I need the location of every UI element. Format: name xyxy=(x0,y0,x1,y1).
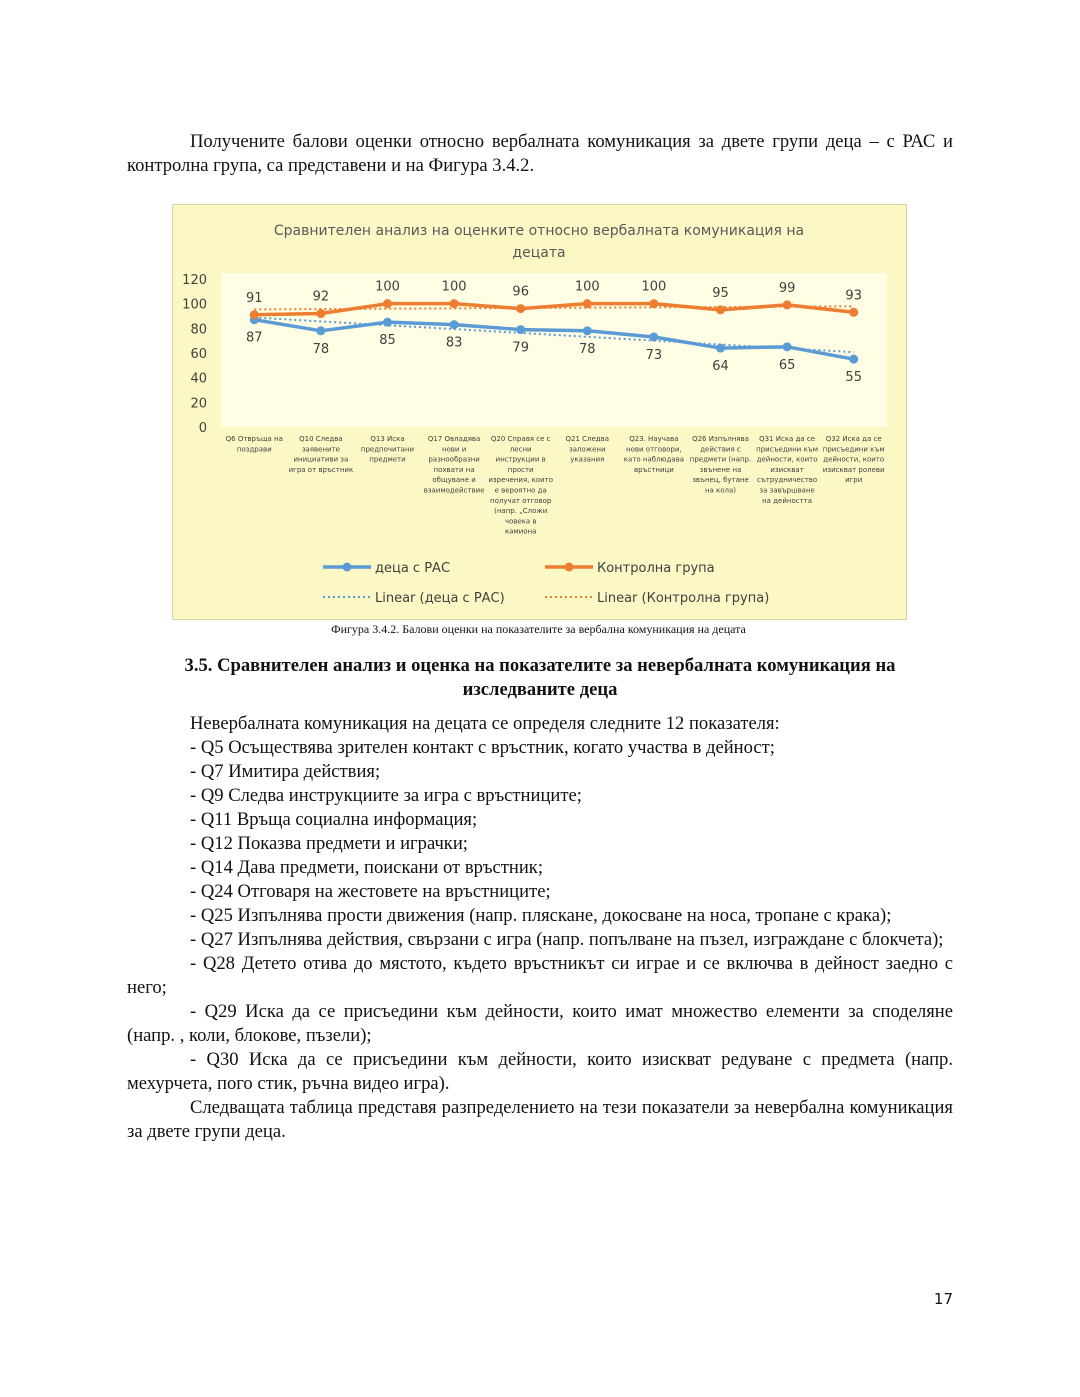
closing-paragraph: Следващата таблица представя разпределението на тези показатели за невербална комуникация за двете групи деца. xyxy=(127,1097,953,1142)
data-point xyxy=(383,318,392,327)
x-tick-label: действия с xyxy=(700,445,741,454)
data-point xyxy=(649,332,658,341)
y-tick-label: 40 xyxy=(190,371,207,387)
y-tick-label: 120 xyxy=(182,273,207,288)
legend-label: Контролна група xyxy=(597,561,715,576)
section-heading-line2: изследваните деца xyxy=(462,679,618,700)
x-tick-label: изречения, които xyxy=(488,476,554,485)
section-heading-line1: 3.5. Сравнителен анализ и оценка на показателите за невербалната комуникация на xyxy=(184,655,896,676)
x-tick-label: присъедини към xyxy=(756,445,819,454)
data-point xyxy=(450,320,459,329)
data-label: 92 xyxy=(312,289,330,305)
list-item: - Q12 Показва предмети и играчки; xyxy=(190,833,468,854)
data-label: 73 xyxy=(645,347,663,363)
list-intro: Невербалната комуникация на децата се определя следните 12 показателя: xyxy=(190,713,780,734)
data-label: 100 xyxy=(574,279,600,295)
x-tick-label: дейности, които xyxy=(756,455,818,464)
x-tick-label: лесни xyxy=(509,445,532,454)
x-tick-label: на кола) xyxy=(704,486,737,495)
data-point xyxy=(583,299,592,308)
data-label: 100 xyxy=(641,279,667,295)
x-tick-label: изискват ролеви xyxy=(822,465,885,474)
data-point xyxy=(516,325,525,334)
x-tick-label: инструкции в xyxy=(495,455,546,464)
x-tick-label: връстници xyxy=(633,465,674,474)
x-tick-label: като наблюдава xyxy=(623,455,685,464)
chart-title: децата xyxy=(512,245,566,261)
x-tick-label: е вероятно да xyxy=(494,486,547,495)
data-point xyxy=(849,355,858,364)
x-tick-label: заложени xyxy=(569,445,606,454)
x-tick-label: прости xyxy=(507,465,534,474)
x-tick-label: звънец, бутане xyxy=(692,476,749,485)
data-point xyxy=(516,304,525,313)
x-tick-label: получат отговор xyxy=(490,496,552,505)
data-label: 93 xyxy=(845,288,862,304)
x-tick-label: дейности, които xyxy=(823,455,885,464)
data-point xyxy=(383,299,392,308)
data-label: 95 xyxy=(712,285,729,301)
x-tick-label: поздрави xyxy=(236,445,272,454)
legend-label: Linear (Контролна група) xyxy=(597,591,770,606)
page-number: 17 xyxy=(933,1290,953,1308)
x-tick-label: (напр. „Сложи xyxy=(494,507,548,516)
x-tick-label: игра от връстник xyxy=(288,465,354,474)
list-item: - Q14 Дава предмети, поискани от връстник; xyxy=(190,857,543,878)
data-point xyxy=(250,310,259,319)
x-tick-label: Q20 Справя се с xyxy=(490,435,551,443)
y-tick-label: 60 xyxy=(190,347,207,362)
x-tick-label: присъедини към xyxy=(822,445,885,454)
x-tick-label: Q21 Следва xyxy=(565,435,610,443)
x-tick-label: похвати на xyxy=(433,465,475,474)
list-item: - Q5 Осъществява зрителен контакт с връстник, когато участва в дейност; xyxy=(190,737,775,758)
chart-title: Сравнителен анализ на оценките относно вербалната комуникация на xyxy=(273,223,805,239)
section-heading xyxy=(127,654,953,702)
list-item: - Q25 Изпълнява прости движения (напр. пляскане, докосване на носа, тропане с крака); xyxy=(190,905,892,926)
data-point xyxy=(450,299,459,308)
x-tick-label: сътрудничество xyxy=(756,476,818,485)
data-point xyxy=(716,305,725,314)
data-point xyxy=(849,308,858,317)
x-tick-label: Q32 Иска да се xyxy=(825,435,882,443)
list-item: - Q24 Отговаря на жестовете на връстниците; xyxy=(190,881,551,902)
list-item: - Q29 Иска да се присъедини към дейности, които имат множество елементи за споделяне (напр. , коли, блокове, пъзели); xyxy=(127,1001,953,1046)
data-label: 55 xyxy=(845,370,862,386)
x-tick-label: Q10 Следва xyxy=(299,435,343,443)
list-item: - Q9 Следва инструкциите за игра с връстниците; xyxy=(190,785,582,806)
data-label: 79 xyxy=(512,340,529,356)
y-tick-label: 100 xyxy=(182,297,207,313)
data-label: 91 xyxy=(246,290,263,306)
data-label: 100 xyxy=(375,279,400,295)
data-label: 78 xyxy=(579,341,596,357)
legend-marker xyxy=(343,563,352,572)
legend-label: Linear (деца с РАС) xyxy=(375,591,505,606)
list-item: - Q28 Детето отива до мястото, където връстникът си играе и се включва в дейност заедно с него; xyxy=(127,953,953,998)
y-tick-label: 80 xyxy=(190,322,207,338)
data-label: 64 xyxy=(712,359,729,375)
y-tick-label: 0 xyxy=(198,421,207,436)
figure-caption: Фигура 3.4.2. Балови оценки на показателите за вербална комуникация на децата xyxy=(331,622,746,636)
x-tick-label: камиона xyxy=(504,527,537,536)
x-tick-label: Q6 Отвръща на xyxy=(225,435,283,443)
list-item: - Q11 Връща социална информация; xyxy=(190,809,478,830)
x-tick-label: общуване и xyxy=(432,476,476,485)
legend-marker xyxy=(565,563,574,572)
x-tick-label: игри xyxy=(845,476,863,485)
x-tick-label: предмети xyxy=(369,455,406,464)
chart-svg xyxy=(173,205,906,619)
y-tick-label: 20 xyxy=(190,396,207,412)
x-tick-label: инициативи за xyxy=(293,455,349,464)
chart-figure xyxy=(172,204,907,620)
x-tick-label: Q26 Изпълнява xyxy=(692,435,749,443)
x-tick-label: звънене на xyxy=(699,465,742,474)
data-point xyxy=(783,342,792,351)
data-point xyxy=(583,326,592,335)
list-item: - Q7 Имитира действия; xyxy=(190,761,381,782)
x-tick-label: Q13 Иска xyxy=(370,435,405,443)
x-tick-label: Q31 Иска да се xyxy=(759,435,816,443)
x-tick-label: Q17 Овладява xyxy=(427,435,481,443)
x-tick-label: разнообразни xyxy=(428,455,480,464)
intro-paragraph: Получените балови оценки относно вербалната комуникация за двете групи деца – с РАС и контролна група, са представени и на Фигура 3.4.2. xyxy=(127,131,953,176)
x-tick-label: нови отговори, xyxy=(626,445,682,454)
data-label: 85 xyxy=(379,333,396,349)
data-label: 100 xyxy=(441,279,467,295)
x-tick-label: на дейността xyxy=(762,496,813,505)
nonverbal-indicators-list xyxy=(127,712,953,1144)
data-point xyxy=(649,299,658,308)
data-point xyxy=(716,344,725,353)
x-tick-label: за завършване xyxy=(759,486,815,495)
x-tick-label: взаимодействие xyxy=(423,486,485,495)
data-point xyxy=(316,309,325,318)
data-label: 65 xyxy=(778,357,796,373)
data-label: 87 xyxy=(246,330,263,346)
x-tick-label: заявените xyxy=(301,445,340,454)
x-tick-label: човека в xyxy=(504,517,537,526)
data-label: 78 xyxy=(312,341,330,357)
x-tick-label: предмети (напр. xyxy=(689,455,752,464)
x-tick-label: нови и xyxy=(441,445,467,454)
list-item: - Q30 Иска да се присъедини към дейности, които изискват редуване с предмета (напр. мехурчета, пого стик, ръчна видео игра). xyxy=(127,1049,953,1094)
x-tick-label: изискват xyxy=(770,465,804,474)
x-tick-label: Q23. Научава xyxy=(629,435,679,443)
data-label: 83 xyxy=(445,335,463,351)
list-item: - Q27 Изпълнява действия, свързани с игра (напр. попълване на пъзел, изграждане с блокчета); xyxy=(190,929,944,950)
data-label: 96 xyxy=(512,284,529,300)
legend-label: деца с РАС xyxy=(375,561,451,576)
x-tick-label: предпочитани xyxy=(360,445,415,454)
data-label: 99 xyxy=(778,280,796,296)
data-point xyxy=(316,326,325,335)
x-tick-label: указания xyxy=(570,455,605,464)
data-point xyxy=(783,300,792,309)
